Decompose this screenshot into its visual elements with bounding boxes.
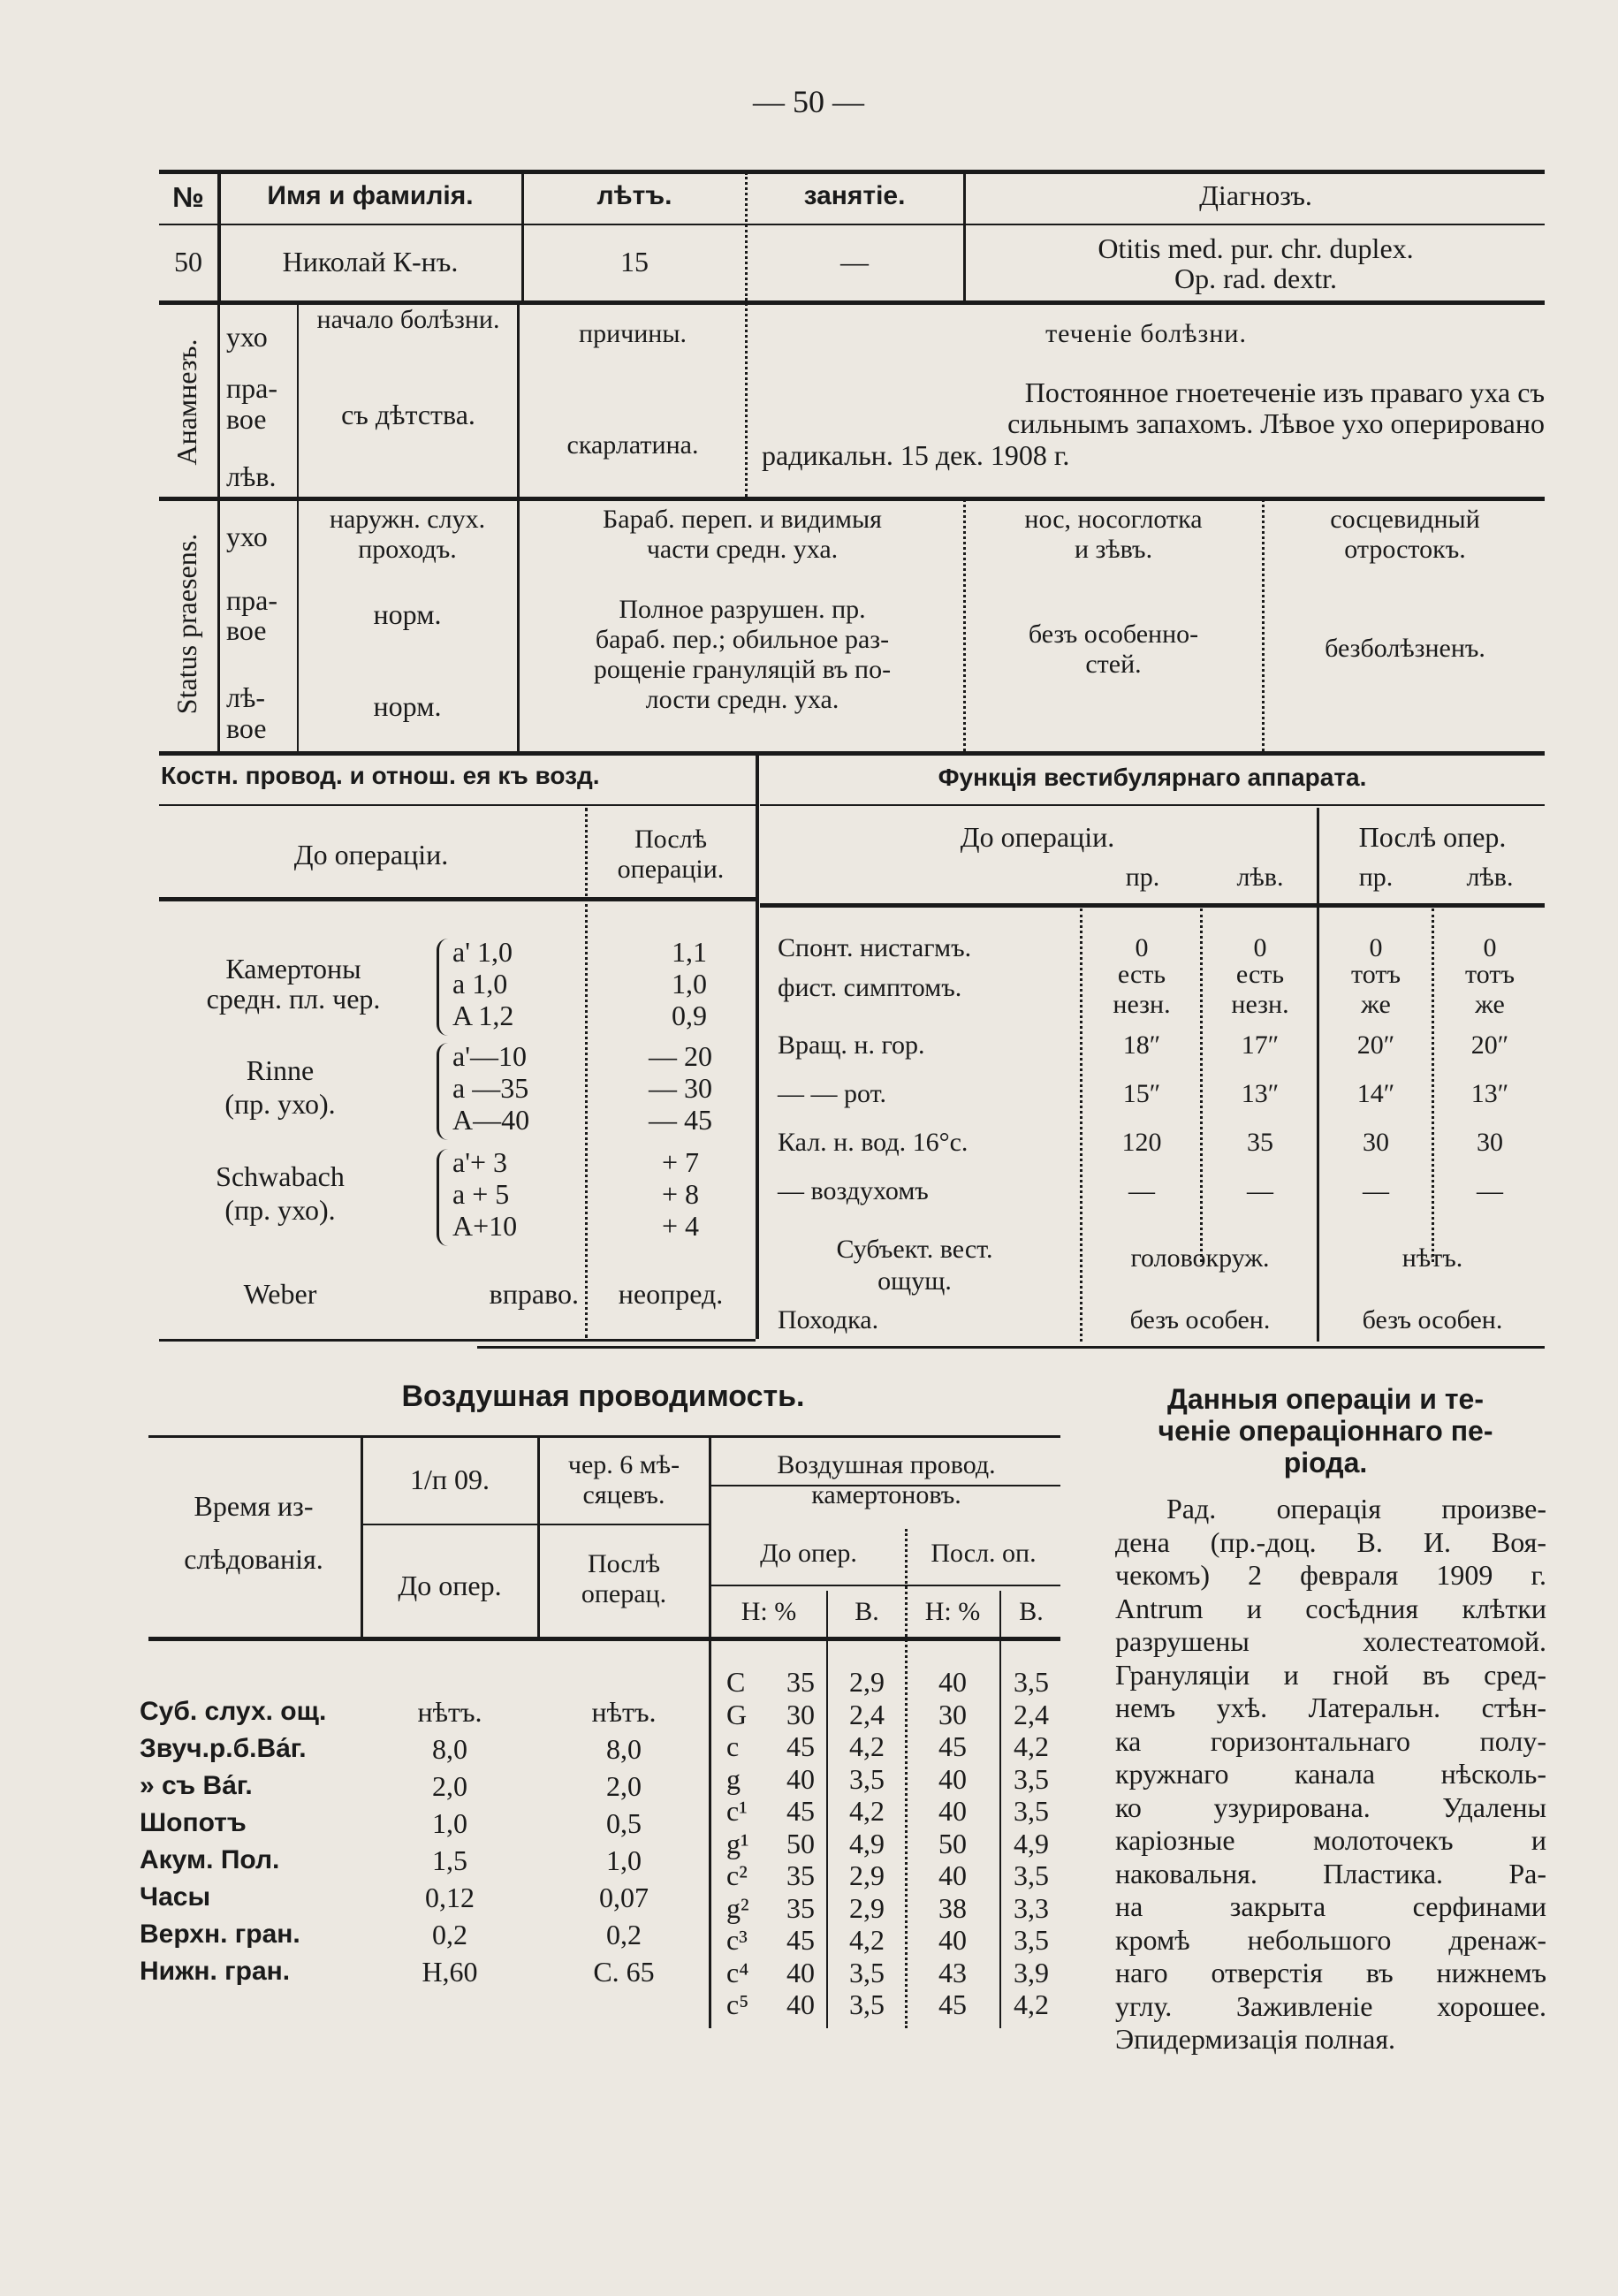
- air-row-before: 1,5: [432, 1844, 467, 1876]
- air-row-after: 1,0: [606, 1844, 642, 1876]
- fork-after-h: 30: [938, 1699, 967, 1730]
- time-header-1: Время из-: [194, 1490, 314, 1522]
- fork-after-b: 3,5: [1014, 1924, 1049, 1956]
- weber-after: неопред.: [618, 1278, 724, 1310]
- vestibular-cell: 15″: [1122, 1079, 1161, 1108]
- operation-text-line: разрушены холестеатомой.: [1115, 1625, 1546, 1657]
- fork-before-b: 2,9: [849, 1666, 885, 1698]
- fork-after-b: 3,5: [1014, 1795, 1049, 1827]
- fork-tone: c⁴: [726, 1957, 749, 1988]
- status-ear-label: ухо: [226, 521, 268, 552]
- onset-header: начало болѣзни.: [316, 305, 500, 334]
- gait-after: безъ особен.: [1362, 1305, 1503, 1334]
- subjective-label-1: Субъект. вест.: [836, 1235, 993, 1264]
- fork-before-b: 3,5: [849, 1763, 885, 1795]
- causes-value: скарлатина.: [566, 430, 699, 460]
- nose-header-1: нос, носоглотка: [1024, 505, 1203, 534]
- fork-before-h: 40: [786, 1988, 815, 2020]
- bone-after-header-1: Послѣ: [634, 825, 707, 854]
- weber-name: Weber: [243, 1278, 317, 1310]
- operation-text-line: дена (пр.-доц. В. И. Воя-: [1115, 1526, 1546, 1558]
- drum-header-1: Бараб. переп. и видимыя: [603, 505, 882, 534]
- air-row-after: С. 65: [593, 1956, 655, 1988]
- fork-before-header: До опер.: [760, 1539, 857, 1568]
- fork-before-b: 4,2: [849, 1924, 885, 1956]
- fork-before-h: 40: [786, 1763, 815, 1795]
- fork-after-h: 40: [938, 1859, 967, 1891]
- causes-header: причины.: [579, 319, 687, 348]
- air-conduction-title: Воздушная проводимость.: [401, 1380, 805, 1413]
- fork-tone: c: [726, 1730, 740, 1762]
- drum-header-2: части средн. уха.: [646, 535, 839, 564]
- vestibular-cell: 0: [1369, 933, 1383, 962]
- anamnesis-right-label-1: пра-: [226, 372, 277, 404]
- subjective-label-2: ощущ.: [877, 1266, 952, 1296]
- vestibular-cell: —: [1477, 1176, 1503, 1205]
- operation-text-line: наковальня. Пластика. Ра-: [1115, 1858, 1546, 1889]
- fork-before-b: 4,2: [849, 1730, 885, 1762]
- vestibular-cell: 18″: [1122, 1030, 1161, 1060]
- operation-text-line: на закрыта серфинами: [1115, 1890, 1546, 1922]
- operation-text-line: Эпидермизація полная.: [1115, 2023, 1396, 2055]
- after-op-header-1: Послѣ: [588, 1549, 660, 1578]
- fork-before-b: 2,4: [849, 1699, 885, 1730]
- vestibular-cell: 120: [1121, 1128, 1162, 1157]
- air-row-label: Нижн. гран.: [140, 1957, 291, 1986]
- bone-before-header: До операціи.: [293, 839, 449, 871]
- operation-title-3: ріода.: [1283, 1447, 1368, 1479]
- drum-value-4: лости средн. уха.: [645, 685, 839, 714]
- air-row-label: Часы: [140, 1882, 211, 1912]
- fork-tone: c⁵: [726, 1988, 749, 2020]
- operation-text-line: Грануляціи и гной въ сред-: [1115, 1659, 1546, 1691]
- anamnesis-left-label: лѣв.: [226, 460, 277, 492]
- operation-title-1: Данныя операціи и те-: [1167, 1383, 1484, 1415]
- diagnosis-line-1: Otitis med. pur. chr. duplex.: [1098, 232, 1414, 264]
- air-row-label: Шопотъ: [140, 1808, 247, 1837]
- col-header-age: лѣтъ.: [596, 181, 672, 210]
- operation-text-line: немъ ухѣ. Латеральн. стѣн-: [1115, 1692, 1546, 1723]
- fork-before-h: 30: [786, 1699, 815, 1730]
- fork-after-h: 43: [938, 1957, 967, 1988]
- onset-right-value: съ дѣтства.: [341, 399, 475, 430]
- vestibular-header: Функція вестибулярнаго аппарата.: [938, 764, 1367, 791]
- vestibular-row-label: — воздухомъ: [778, 1176, 929, 1205]
- patient-number: 50: [174, 246, 202, 277]
- vestibular-cell: —: [1363, 1176, 1389, 1205]
- fork-after-b: 4,2: [1014, 1730, 1049, 1762]
- fork-before-b: 4,2: [849, 1795, 885, 1827]
- vestibular-cell: 0: [1253, 933, 1267, 962]
- fork-after-h: 50: [938, 1828, 967, 1859]
- operation-text-line: кружнаго канала нѣсколь-: [1115, 1758, 1546, 1790]
- air-row-label: Акум. Пол.: [140, 1845, 280, 1874]
- vestibular-cell: —: [1128, 1176, 1155, 1205]
- air-row-before: 0,2: [432, 1919, 467, 1950]
- operation-text-line: углу. Заживленіе хорошее.: [1115, 1990, 1546, 2022]
- fork-after-b: 3,5: [1014, 1859, 1049, 1891]
- fork-after-b-col: В.: [1019, 1597, 1044, 1626]
- vestibular-row-label: Кал. н. вод. 16°с.: [778, 1128, 969, 1157]
- air-row-label: » съ Ва́г.: [140, 1771, 253, 1800]
- fork-before-b: 2,9: [849, 1859, 885, 1891]
- status-side-label: Status praesens.: [171, 533, 202, 715]
- status-left-label-2: вое: [226, 712, 267, 744]
- after-op-header-2: операц.: [581, 1579, 667, 1608]
- schwabach-before: a'+ 3 a + 5 A+10: [452, 1146, 518, 1242]
- subjective-after: нѣтъ.: [1402, 1243, 1463, 1273]
- fork-before-b: 3,5: [849, 1988, 885, 2020]
- fork-tone: G: [726, 1699, 748, 1730]
- rinne-before: a'—10 a —35 A—40: [452, 1040, 530, 1136]
- vestibular-before-right: пр.: [1125, 863, 1160, 892]
- patient-name: Николай К-нъ.: [282, 246, 459, 277]
- fork-after-b: 4,9: [1014, 1828, 1049, 1859]
- date-before-op: 1/п 09.: [409, 1464, 490, 1495]
- fork-before-h: 35: [786, 1666, 815, 1698]
- air-row-before: 2,0: [432, 1770, 467, 1802]
- bone-after-header-2: операціи.: [617, 855, 725, 884]
- schwabach-after: + 7 + 8 + 4: [661, 1146, 700, 1242]
- fork-after-b: 3,3: [1014, 1892, 1049, 1924]
- fork-after-h-col: Н: %: [924, 1597, 981, 1626]
- course-line-3: радикальн. 15 дек. 1908 г.: [762, 439, 1070, 471]
- tuning-fork-before: a' 1,0 a 1,0 A 1,2: [452, 936, 514, 1031]
- air-row-label: Суб. слух. ощ.: [140, 1697, 327, 1726]
- canal-header-2: проходъ.: [358, 535, 457, 564]
- operation-title-2: ченіе операціоннаго пе-: [1158, 1415, 1493, 1447]
- fork-before-h: 50: [786, 1828, 815, 1859]
- fork-tone: g²: [726, 1892, 749, 1924]
- vestibular-cell: 17″: [1241, 1030, 1280, 1060]
- tuning-fork-after: 1,1 1,0 0,9: [672, 936, 707, 1031]
- rinne-name-1: Rinne: [246, 1054, 315, 1086]
- canal-left-value: норм.: [373, 690, 442, 722]
- vestibular-cell: 20″: [1356, 1030, 1395, 1060]
- time-header-2: слѣдованія.: [184, 1543, 323, 1575]
- weber-before: вправо.: [489, 1278, 579, 1310]
- subjective-before: головокруж.: [1130, 1243, 1270, 1273]
- air-row-before: 8,0: [432, 1733, 467, 1765]
- fork-tone: g¹: [726, 1828, 749, 1859]
- air-row-before: 1,0: [432, 1807, 467, 1839]
- mastoid-header-2: отростокъ.: [1344, 535, 1466, 564]
- vestibular-row-label: — — рот.: [778, 1079, 886, 1108]
- fork-tone: c²: [726, 1859, 748, 1891]
- operation-text-line: ка горизонтальнаго полу-: [1115, 1725, 1546, 1757]
- gait-label: Походка.: [778, 1305, 879, 1334]
- vestibular-row-label: Спонт. нистагмъ.: [778, 933, 972, 962]
- fork-after-b: 3,5: [1014, 1666, 1049, 1698]
- operation-text-line: каріозные молоточекъ и: [1115, 1824, 1546, 1856]
- vestibular-after-header: Послѣ опер.: [1358, 821, 1507, 853]
- air-row-after: 2,0: [606, 1770, 642, 1802]
- air-row-before: 0,12: [425, 1882, 475, 1913]
- fork-after-b: 2,4: [1014, 1699, 1049, 1730]
- vestibular-cell: 0: [1483, 933, 1497, 962]
- air-row-before: нѣтъ.: [417, 1696, 482, 1728]
- patient-age: 15: [620, 246, 649, 277]
- vestibular-after-right: пр.: [1358, 863, 1394, 892]
- gait-before: безъ особен.: [1129, 1305, 1271, 1334]
- fork-tone: c¹: [726, 1795, 748, 1827]
- vestibular-cell: тотъ же: [1465, 960, 1515, 1019]
- vestibular-after-left: лѣв.: [1466, 863, 1514, 892]
- fork-after-b: 4,2: [1014, 1988, 1049, 2020]
- air-row-after: 0,07: [599, 1882, 649, 1913]
- operation-text-line: Antrum и сосѣдния клѣтки: [1115, 1593, 1546, 1624]
- fork-before-b-col: В.: [855, 1597, 879, 1626]
- anamnesis-side-label: Анамнезъ.: [171, 338, 202, 466]
- air-row-label: Звуч.р.б.Ва́г.: [140, 1734, 307, 1763]
- anamnesis-right-label-2: вое: [226, 403, 267, 435]
- vestibular-cell: есть незн.: [1231, 960, 1289, 1019]
- canal-right-value: норм.: [373, 598, 442, 630]
- vestibular-before-left: лѣв.: [1236, 863, 1284, 892]
- vestibular-before-header: До операціи.: [960, 821, 1115, 853]
- nose-value-2: стей.: [1085, 650, 1142, 679]
- fork-before-h: 45: [786, 1795, 815, 1827]
- vestibular-cell: 0: [1135, 933, 1149, 962]
- fork-before-h: 40: [786, 1957, 815, 1988]
- fork-before-b: 4,9: [849, 1828, 885, 1859]
- vestibular-cell: —: [1247, 1176, 1273, 1205]
- operation-text-line: Рад. операція произве-: [1166, 1493, 1546, 1524]
- air-row-after: нѣтъ.: [591, 1696, 657, 1728]
- fork-tone: C: [726, 1666, 746, 1698]
- vestibular-cell: 20″: [1470, 1030, 1509, 1060]
- schwabach-name-1: Schwabach: [216, 1160, 345, 1192]
- status-left-label-1: лѣ-: [226, 681, 265, 713]
- fork-tone: g: [726, 1763, 741, 1795]
- air-row-after: 0,2: [606, 1919, 642, 1950]
- fork-before-h: 35: [786, 1892, 815, 1924]
- col-header-name: Имя и фамилія.: [267, 181, 474, 210]
- fork-after-h: 40: [938, 1763, 967, 1795]
- diagnosis-line-2: Op. rad. dextr.: [1174, 262, 1337, 294]
- operation-text-line: кромѣ небольшого дренаж-: [1115, 1924, 1546, 1956]
- fork-header-1: Воздушная провод.: [777, 1450, 996, 1479]
- anamnesis-ear-label: ухо: [226, 321, 268, 353]
- nose-value-1: безъ особенно-: [1028, 620, 1199, 649]
- bone-conduction-header: Костн. провод. и отнош. ея къ возд.: [161, 762, 600, 789]
- before-op-header: До опер.: [398, 1570, 502, 1601]
- status-right-label-1: пра-: [226, 584, 277, 616]
- fork-after-header: Посл. оп.: [931, 1539, 1037, 1568]
- mastoid-value: безболѣзненъ.: [1325, 634, 1485, 663]
- course-line-1: Постоянное гноетеченіе изъ праваго уха съ: [1024, 376, 1545, 408]
- fork-after-h: 40: [938, 1924, 967, 1956]
- fork-before-h: 35: [786, 1859, 815, 1891]
- fork-after-h: 40: [938, 1666, 967, 1698]
- operation-text-line: ко узурирована. Удалены: [1115, 1791, 1546, 1823]
- fork-before-h: 45: [786, 1924, 815, 1956]
- col-header-number: №: [172, 181, 204, 213]
- col-header-diagnosis: Діагнозъ.: [1199, 179, 1312, 211]
- air-row-after: 0,5: [606, 1807, 642, 1839]
- air-row-label: Верхн. гран.: [140, 1920, 300, 1949]
- status-right-label-2: вое: [226, 614, 267, 646]
- course-header: теченіе болѣзни.: [1045, 319, 1247, 348]
- vestibular-cell: 13″: [1470, 1079, 1509, 1108]
- fork-header-2: камертоновъ.: [811, 1480, 961, 1509]
- tuning-fork-name-1: Камертоны: [225, 953, 361, 985]
- fork-before-h-col: Н: %: [741, 1597, 797, 1626]
- operation-text-line: чекомъ) 2 февраля 1909 г.: [1115, 1559, 1546, 1591]
- nose-header-2: и зѣвъ.: [1074, 535, 1153, 564]
- page-number: — 50 —: [753, 84, 864, 119]
- date-after-op-2: сяцевъ.: [582, 1480, 665, 1509]
- mastoid-header-1: сосцевидный: [1330, 505, 1480, 534]
- vestibular-cell: 30: [1363, 1128, 1389, 1157]
- fork-after-h: 40: [938, 1795, 967, 1827]
- vestibular-cell: 13″: [1241, 1079, 1280, 1108]
- date-after-op-1: чер. 6 мѣ-: [567, 1450, 680, 1479]
- vestibular-cell: 14″: [1356, 1079, 1395, 1108]
- fork-after-b: 3,9: [1014, 1957, 1049, 1988]
- fork-before-b: 3,5: [849, 1957, 885, 1988]
- air-row-after: 8,0: [606, 1733, 642, 1765]
- vestibular-row-label: фист. симптомъ.: [778, 973, 962, 1002]
- fork-after-b: 3,5: [1014, 1763, 1049, 1795]
- drum-value-3: рощеніе грануляцій въ по-: [593, 655, 892, 684]
- vestibular-cell: тотъ же: [1351, 960, 1401, 1019]
- drum-value-2: бараб. пер.; обильное раз-: [595, 625, 890, 654]
- fork-before-b: 2,9: [849, 1892, 885, 1924]
- drum-value-1: Полное разрушен. пр.: [619, 595, 866, 624]
- canal-header-1: наружн. слух.: [329, 505, 486, 534]
- fork-tone: c³: [726, 1924, 748, 1956]
- vestibular-cell: есть незн.: [1113, 960, 1171, 1019]
- schwabach-name-2: (пр. ухо).: [224, 1194, 336, 1226]
- operation-text-line: наго отверстія въ нижнемъ: [1115, 1957, 1546, 1988]
- air-row-before: Н,60: [422, 1956, 478, 1988]
- fork-before-h: 45: [786, 1730, 815, 1762]
- col-header-occupation: занятіе.: [803, 181, 906, 210]
- vestibular-cell: 30: [1477, 1128, 1503, 1157]
- rinne-name-2: (пр. ухо).: [224, 1088, 336, 1120]
- course-line-2: сильнымъ запахомъ. Лѣвое ухо оперировано: [1007, 407, 1545, 439]
- fork-after-h: 45: [938, 1730, 967, 1762]
- fork-after-h: 38: [938, 1892, 967, 1924]
- vestibular-cell: 35: [1247, 1128, 1273, 1157]
- fork-after-h: 45: [938, 1988, 967, 2020]
- vestibular-row-label: Вращ. н. гор.: [778, 1030, 925, 1060]
- tuning-fork-name-2: средн. пл. чер.: [206, 983, 381, 1015]
- patient-occupation: —: [840, 246, 869, 277]
- rinne-after: — 20 — 30 — 45: [649, 1040, 712, 1136]
